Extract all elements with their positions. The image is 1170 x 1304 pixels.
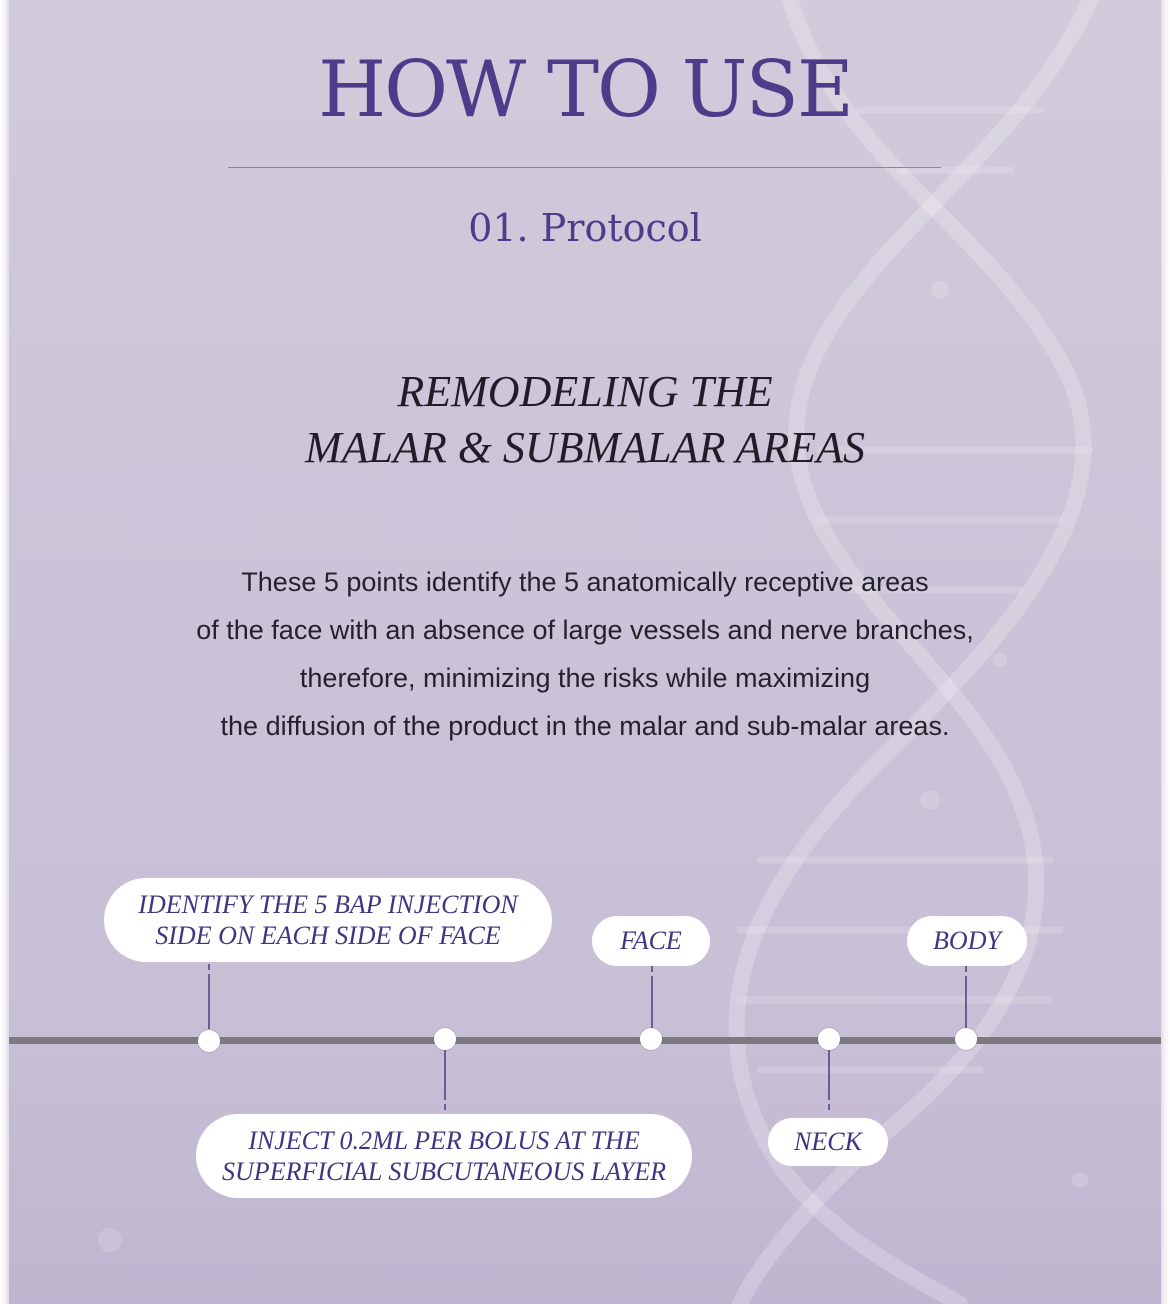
timeline-point-5 — [955, 1028, 977, 1050]
timeline-step-inject-label — [196, 1114, 692, 1198]
step-1-connector-dash — [208, 964, 210, 970]
timeline-point-1 — [198, 1030, 220, 1052]
description-paragraph — [0, 558, 1170, 750]
step-3-connector — [651, 976, 653, 1028]
step-5-connector — [965, 976, 967, 1028]
heading-line-1: REMODELING THE — [397, 367, 773, 416]
step-3-line-1: FACE — [620, 926, 682, 955]
timeline-point-2 — [434, 1028, 456, 1050]
timeline-step-identify-label — [104, 878, 552, 962]
step-1-connector — [208, 974, 210, 1029]
timeline-step-face-label — [592, 916, 710, 966]
heading-line-2: MALAR & SUBMALAR AREAS — [304, 423, 866, 472]
timeline-point-4 — [818, 1028, 840, 1050]
step-4-connector — [828, 1050, 830, 1100]
step-5-connector-dash — [965, 966, 967, 972]
step-1-line-2: SIDE ON EACH SIDE OF FACE — [155, 921, 501, 950]
timeline-step-neck-label — [768, 1118, 888, 1166]
section-heading — [0, 364, 1170, 476]
description-line-3: therefore, minimizing the risks while maximizing — [299, 663, 871, 693]
description-line-1: These 5 points identify the 5 anatomically receptive areas — [241, 567, 929, 597]
timeline-step-body-label — [907, 916, 1027, 966]
step-2-line-2: SUPERFICIAL SUBCUTANEOUS LAYER — [222, 1157, 666, 1186]
timeline-line — [9, 1037, 1161, 1044]
section-subtitle: 01. Protocol — [468, 206, 702, 250]
step-3-connector-dash — [651, 966, 653, 972]
step-1-line-1: IDENTIFY THE 5 BAP INJECTION — [138, 890, 518, 919]
page-title: HOW TO USE — [318, 45, 852, 135]
description-line-2: of the face with an absence of large vessels and nerve branches, — [196, 615, 974, 645]
title-divider — [228, 167, 941, 168]
step-4-connector-dash — [828, 1104, 830, 1110]
step-2-connector — [444, 1050, 446, 1100]
description-line-4: the diffusion of the product in the malar and sub-malar areas. — [220, 711, 950, 741]
step-5-line-1: BODY — [933, 926, 1001, 955]
step-2-line-1: INJECT 0.2ML PER BOLUS AT THE — [248, 1126, 640, 1155]
timeline-point-3 — [640, 1028, 662, 1050]
step-2-connector-dash — [444, 1104, 446, 1110]
step-4-line-1: NECK — [794, 1127, 862, 1156]
